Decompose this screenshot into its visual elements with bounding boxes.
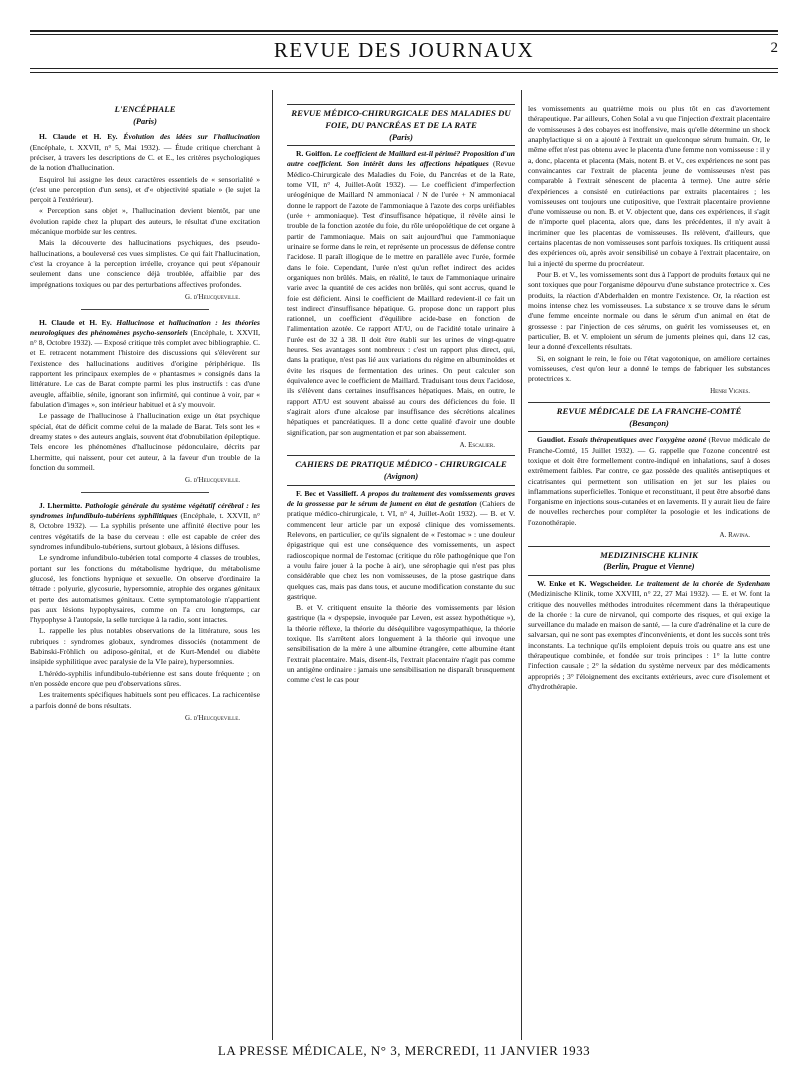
article: [30, 501, 260, 724]
article-signature: Henri Vignes.: [710, 387, 750, 396]
article-paragraph: Le passage de l'hallucinose à l'hallucination exige un état psychique spécial, état de déficit comme celui de la malade de Barat. Tels sont les « dreamy states » des auteurs anglais, souvent état d'obnubilation épileptique. Tels encore les phénomènes d'hallucinose pédonculaire, décrits par Lhermitte, qui naissent, pour cet auteur, à la faveur d'un trouble de la fonction du sommeil.: [30, 411, 260, 472]
article-title: Évolution des idées sur l'hallucination: [123, 132, 260, 142]
section-subtitle: (Avignon): [383, 472, 419, 482]
article-separator: [81, 309, 210, 310]
article-signature: G. d'Heucqueville.: [185, 476, 240, 485]
article: [287, 489, 515, 686]
column-right: [528, 104, 770, 1037]
column-middle: [287, 104, 515, 1037]
section-subtitle: (Paris): [389, 132, 413, 142]
section-header: [528, 402, 770, 432]
page-number: 2: [770, 40, 778, 56]
article-continued: [528, 104, 770, 397]
article-paragraph: « Perception sans objet », l'hallucination devient bientôt, par une évolution rapide chez la plupart des auteurs, le résultat d'une excitation mécanique morbide sur les centres.: [30, 206, 260, 237]
article-text: (Cahiers de pratique médico-chirurgicale, t. VI, n° 4, Juillet-Août 1932). — B. et V. commencent leur article par un exposé clinique des vomissements. Relevons, en particulier, ce qu'ils signalent de « l'estomac » : une douleur épigastrique qui est une conséquence des vomissements, un aspect radioscopique normal de l'estomac (critique du rôle pathogénique que l'on a voulu faire jouer à la poche à air), une sérophagie qui n'est pas plus considérable que chez les non vomisseuses, de la ptose gastrique dans quelques cas, mais pas dans tous, et aucune modification constante du suc gastrique.: [287, 499, 515, 601]
article-authors: R. Goiffon.: [296, 149, 333, 159]
article-signature: A. Ravina.: [719, 531, 750, 540]
article-authors: W. Enke et K. Wegscheider.: [537, 578, 633, 588]
article-paragraph: Pour B. et V., les vomissements sont dus à l'apport de produits fœtaux qui ne sont toxiques que pour l'organisme dépourvu d'une substance protectrice x. Ces produits, la réaction d'Abderhalden en montre l'existence. Or, la réaction est moins intense chez les vomisseuses. La substance x se trouve dans le sérum d'une femme enceinte normale ou dans le sérum d'un animal en état de grossesse : par l'injection de ces sérums, on guérit les vomisseuses et, en particulier, B. et V. emploient un sérum de juments pleines qui, dans 12 cas, leur a donné d'excellents résultats.: [528, 270, 770, 352]
article-signature: A. Escalier.: [459, 440, 495, 449]
article-authors: H. Claude et H. Ey.: [39, 132, 118, 142]
article-paragraph: B. et V. critiquent ensuite la théorie des vomissements par lésion gastrique (la « dyspepsie, invoquée par Leven, est assez hypothétique »), la théorie réflexe, la théorie du déséquilibre vagosympathique, la théorie toxique. Ils s'arrêtent alors longuement à la théorie qui invoque une sensibilisation de la mère à une albumine étrangère, cette albumine étant l'extrait placentaire. Mais, disent-ils, l'extrait placentaire n'agit pas comme un antigène ordinaire : jamais une sensibilisation ne disparaît brusquement comme c'est le cas pour: [287, 603, 515, 685]
article-title: Hallucinose et hallucination : les théories neurologiques des phénomènes psycho-sensoriels: [30, 317, 260, 337]
article-authors: F. Bec et Vassilieff.: [296, 488, 359, 498]
article-text: (Medizinische Klinik, tome XXVIII, n° 22, 27 Mai 1932). — E. et W. font la critique des nouvelles méthodes introduites récemment dans la thérapeutique de la chorée : la cure de nirvanol, qui comporte des risques, et qui exige la surveillance du malade en maison de santé, — la cure d'adrénaline et la cure de salvarsan, qui ne sont pas exemptes d'inconvénients, et dont les succès sont très inconstants. La technique qu'ils emploient depuis trois ou quatre ans est une thérapeutique combinée, et fondée sur trois principes : 1° la lutte contre l'infection causale ; 2° la sédation du système nerveux par des médicaments appropriés ; 3° l'éloignement des excitants extérieurs, avec cure d'isolement et d'hydrothérapie.: [528, 589, 770, 691]
journal-section-title: REVUE DES JOURNAUX: [273, 38, 535, 62]
article: [528, 435, 770, 540]
article-text: (Revue Médico-Chirurgicale des Maladies du Foie, du Pancréas et de la Rate, tome VII, n° 4, Juillet-Août 1932). — Le coefficient d'imperfection uréogénique de Maillard N ammoniacal / N de l'urée + N ammoniacal donne le rapport de l'azote de l'ammoniaque à l'azote des corps uréifiables (urée + ammoniaque). Test d'insuffisance hépatique, il révèle ainsi le trouble de la fonction azotée du foie, du rôle uréopoïétique de cet organe à partir de l'ammoniaque. Mais on sait aujourd'hui que l'ammoniaque urinaire se forme dans le rein, et représente un processus de défense contre l'acidose. Il paraît illogique de le mettre en parallèle avec l'urée, formée dans le foie. Cependant, l'urée n'est qu'un reflet indirect des acides organiques non brûlés. Mais, en réalité, le taux de l'ammoniaque urinaire varie avec la quantité de ces acides non brûlés, qui sont accrus, quand le foie est déficient. Ainsi le coefficient de Maillard redevient-il ce fait un test indirect d'insuffisance hépatique. G. propose donc un rapport plus rationnel, un coefficient d'équilibre acide-base en fonction de l'alimentation azotée. Ce rapport AT/U, ou de l'acidité totale urinaire à l'urée est de 32 à 38. Il doit être établi sur les urines de vingt-quatre heures. Ses avantages sont nombreux : c'est un rapport plus direct, qui, dans la pratique, n'est pas lié aux variations du régime en albuminoïdes et évite les risques de fermentation des urines. On peut calculer son équivalence avec le coefficient de Maillard. Traduisant tous deux l'acidose, ils s'élèvent dans certaines insuffisances hépatiques. Mais, en outre, le rapport AT/U est souvent abaissé au cours des déficiences du foie. Il s'agirait alors d'une alcalose par insuffisance des sécrétions alcalines hépatiques et pancréatiques. Il a donc cette qualité d'avoir une double signification, par son augmentation et par son abaissement.: [287, 159, 515, 437]
article-paragraph: Esquirol lui assigne les deux caractères essentiels de « sensorialité » (c'est une perception d'un sens), et d'« objectivité spatiale » (le sujet la perçoit à l'extérieur).: [30, 174, 260, 205]
section-title: REVUE MÉDICO-CHIRURGICALE DES MALADIES DU FOIE, DU PANCRÉAS ET DE LA RATE: [291, 108, 511, 130]
article-paragraph: L. rappelle les plus notables observations de la littérature, sous les rubriques : syndromes globaux, syndromes dissociés (notamment de Babinski-Fröhlich ou adiposo-génital, et de Kurt-Mendel ou diabète insipide syphilitique avec paralysie de la VIe paire), hypersomnies.: [30, 626, 260, 667]
article-signature: G. d'Heucqueville.: [185, 713, 240, 722]
article-paragraph: L'hérédo-syphilis infundibulo-tubérienne est sans doute fréquente ; on n'en possède encore que peu d'observations sûres.: [30, 668, 260, 689]
article-authors: Gaudiot.: [537, 435, 566, 445]
article-signature: G. d'Heucqueville.: [185, 292, 240, 301]
article-title: Essais thérapeutiques avec l'oxygène ozoné: [567, 435, 707, 445]
section-header: [287, 104, 515, 146]
section-subtitle: (Besançon): [629, 418, 669, 428]
article: [287, 149, 515, 450]
article-paragraph: Si, en soignant le rein, le foie ou l'état vagotonique, on améliore certaines vomisseuses, c'est qu'on leur a donné le temps de fabriquer les substances protectrices x.: [528, 353, 770, 384]
section-header: [287, 455, 515, 485]
article-title: Pathologie générale du système végétatif cérébral : les syndromes infundibulo-tubériens syphilitiques: [30, 500, 260, 521]
section-title: CAHIERS DE PRATIQUE MÉDICO - CHIRURGICALE: [295, 459, 507, 470]
article-paragraph: Le syndrome infundibulo-tubérien total comporte 4 classes de troubles, portant sur les fonctions du métabolisme hydrique, du métabolisme glucosé, les fonctions hypnique et sexuelle. On observe d'ordinaire la tétrade : polyurie, glycosurie, hypersomnie, atrophie des organes génitaux et perte des automatismes génitaux. Cette symptomatologie n'appartient pas aux lésions hypophysaires, comme on l'a cru longtemps, car l'hypophyse à l'autopsie, la selle turcique à la radio, sont intactes.: [30, 553, 260, 625]
column-divider: [521, 90, 522, 1040]
article: [30, 318, 260, 486]
article-paragraph: Mais la découverte des hallucinations psychiques, des pseudo-hallucinations, a bouleversé ces vues simplistes. Ce qui fait l'hallucination, c'est la croyance à la perception irréelle, croyance qui peut s'épanouir seulement dans une conscience déjà troublée, affaiblie par des imprégnations toxiques ou par des perturbations affectives profondes.: [30, 238, 260, 289]
article-separator: [81, 492, 210, 493]
section-subtitle: (Berlin, Prague et Vienne): [603, 562, 695, 572]
article-authors: H. Claude et H. Ey.: [39, 317, 112, 327]
article-text: (Encéphale, t. XXVII, n° 8, Octobre 1932). — Exposé critique très complet avec bibliographie. C. et E. retracent notamment l'histoire des discussions qui s'élevèrent sur l'existence des hallucinations auditives d'origine périphérique. Ils rapportent les principaux exemples de « phantasmes » consignés dans la littérature. Le cas de Barat compte parmi les plus instructifs : cas d'une aveugle, affaiblie, sénile, ignorant son infirmité, qui continue à voir, par « fabulation d'images », son intérieur habituel et à s'y mouvoir.: [30, 327, 260, 409]
article-title: Le coefficient de Maillard est-il périmé? Proposition d'un autre coefficient. Son intérêt dans les affections hépatiques: [287, 149, 515, 169]
page-footer: LA PRESSE MÉDICALE, N° 3, MERCREDI, 11 JANVIER 1933: [217, 1043, 591, 1058]
section-subtitle: (Paris): [133, 116, 157, 126]
article-text: (Encéphale, t. XXVII, n° 5, Mai 1932). — Étude critique cherchant à préciser, à travers les descriptions de C. et E., les critères psychologiques de la notion d'hallucination.: [30, 142, 260, 173]
section-title: MEDIZINISCHE KLINIK: [599, 549, 699, 560]
section-title: L'ENCÉPHALE: [114, 104, 176, 114]
section-title: REVUE MÉDICALE DE LA FRANCHE-COMTÉ: [556, 405, 742, 416]
article-authors: J. Lhermitte.: [39, 500, 83, 510]
section-header: [528, 546, 770, 576]
column-left: [30, 104, 260, 1037]
article-text: (Encéphale, t. XXVII, n° 8, Octobre 1932). — La syphilis présente une affinité élective pour les centres végétatifs de la base du cerveau : elle est capable de créer des syndromes infundibulo-tubériens, surtout globaux, à lésions diffuses.: [30, 511, 260, 551]
article-paragraph: Les traitements spécifiques habituels sont peu efficaces. La rachicentèse a parfois donné de bons résultats.: [30, 690, 260, 710]
article-text: (Revue médicale de Franche-Comté, 15 Juillet 1932). — G. rappelle que l'ozone concentré est toxique et doit être formellement contre-indiqué en inhalations, sauf à doses extrêmement faibles. Par contre, ce gaz possède des qualités antiseptiques et cicatrisantes qui permettent son utilisation en jet sur les plaies ou inflammations superficielles. Tonique et reconstituant, il peut être absorbé dans l'organisme en injections sous-cutanées et en lavements. Il y aurait lieu de faire de nouvelles recherches pour compléter la posologie et les indications de l'ozonothérapie.: [528, 435, 770, 527]
column-divider: [272, 90, 273, 1040]
article-title: A propos du traitement des vomissements graves de la grossesse par le sérum de jument en état de gestation: [287, 488, 515, 509]
article: [528, 579, 770, 692]
article: [30, 132, 260, 302]
article-paragraph: les vomissements au quatrième mois ou plus tôt en cas d'avortement thérapeutique. Par ailleurs, Cohen Solal a vu que l'injection d'extrait placentaire de vomisseuses à des cobayes est inoffensive, mais qu'elle détermine un shock anaphylactique si on a ajouté à l'extrait un quelconque sérum humain. Or, le même effet n'est pas obtenu avec le placenta d'une femme non vomisseuse : il y a, donc, placenta et placenta (Mais, notent B. et V., ces expériences ne sont pas convaincantes car l'extrait de placenta jeune de vomisseuses n'est pas comparable à l'extrait sénescent de placenta à terme). Une autre série d'expériences a consisté en cutiréactions par extraits placentaires ; les vomisseuses ont toujours une cutipositive, que l'extrait placentaire provienne d'une vomisseuse ou non. B. et V. objectent que, dans ces expériences, il s'agit de n'importe quel placenta, alors que, dans les précédentes, il n'y avait à incriminer que les placentas de vomisseuses. Ils relèvent, d'ailleurs, que certains placentas de non vomisseuses sont parfois toxiques. Ils critiquent aussi des expériences où, après avoir sensibilisé un cobaye à l'extrait placentaire, on lui a injecté du sperme du procréateur.: [528, 104, 770, 268]
article-title: Le traitement de la chorée de Sydenham: [635, 578, 770, 588]
